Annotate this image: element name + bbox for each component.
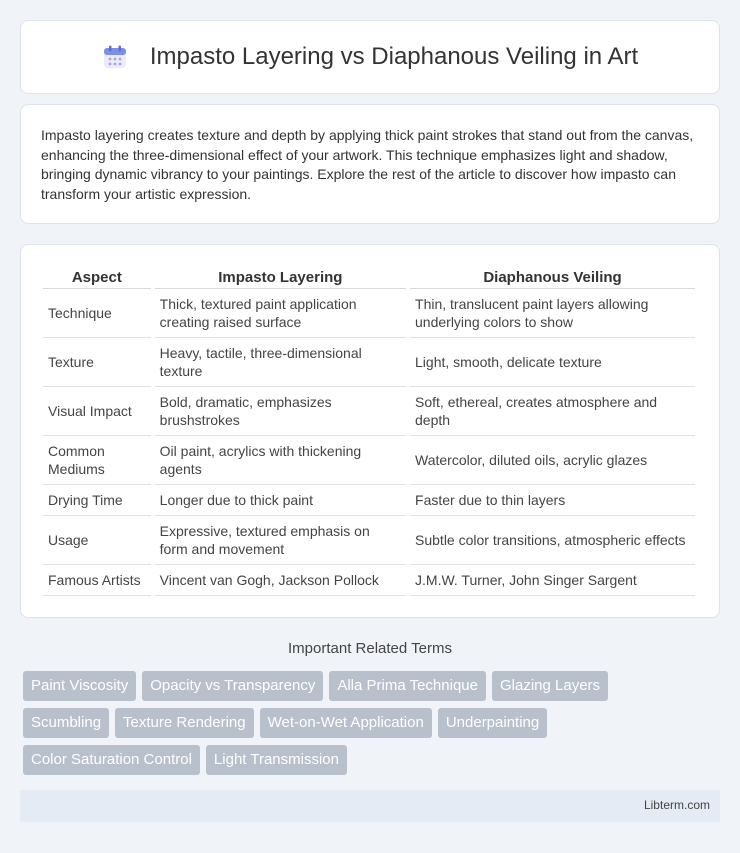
tag-row <box>23 745 723 775</box>
table-cell: Bold, dramatic, emphasizes brushstrokes <box>155 387 406 436</box>
related-term-tag[interactable]: Glazing Layers <box>492 671 608 701</box>
page-title: Impasto Layering vs Diaphanous Veiling in Art <box>149 43 639 70</box>
related-term-tag[interactable]: Color Saturation Control <box>23 745 200 775</box>
table-cell: Common Mediums <box>43 436 151 485</box>
related-term-tag[interactable]: Opacity vs Transparency <box>142 671 323 701</box>
table-cell: Usage <box>43 516 151 565</box>
table-row <box>43 516 695 565</box>
table-cell: Thick, textured paint application creating raised surface <box>155 289 406 338</box>
comparison-table <box>39 263 699 596</box>
table-cell: Oil paint, acrylics with thickening agents <box>155 436 406 485</box>
table-cell: J.M.W. Turner, John Singer Sargent <box>410 565 695 596</box>
related-term-tag[interactable]: Scumbling <box>23 708 109 738</box>
table-cell: Longer due to thick paint <box>155 485 406 516</box>
related-terms-heading: Important Related Terms <box>288 640 452 657</box>
table-row <box>43 387 695 436</box>
table-cell: Visual Impact <box>43 387 151 436</box>
intro-card <box>20 104 720 224</box>
table-cell: Heavy, tactile, three-dimensional texture <box>155 338 406 387</box>
table-cell: Texture <box>43 338 151 387</box>
related-term-tag[interactable]: Wet-on-Wet Application <box>260 708 432 738</box>
table-cell: Watercolor, diluted oils, acrylic glazes <box>410 436 695 485</box>
table-cell: Drying Time <box>43 485 151 516</box>
related-term-tag[interactable]: Light Transmission <box>206 745 347 775</box>
table-cell: Light, smooth, delicate texture <box>410 338 695 387</box>
table-header-row <box>43 263 695 289</box>
table-cell: Expressive, textured emphasis on form and movement <box>155 516 406 565</box>
calendar-icon <box>102 44 128 70</box>
table-cell: Technique <box>43 289 151 338</box>
table-cell: Thin, translucent paint layers allowing underlying colors to show <box>410 289 695 338</box>
column-header: Diaphanous Veiling <box>410 263 695 289</box>
column-header: Impasto Layering <box>155 263 406 289</box>
table-cell: Vincent van Gogh, Jackson Pollock <box>155 565 406 596</box>
table-row <box>43 436 695 485</box>
tag-row <box>23 708 723 738</box>
table-cell: Subtle color transitions, atmospheric effects <box>410 516 695 565</box>
comparison-table-card <box>20 244 720 618</box>
table-row <box>43 485 695 516</box>
related-term-tag[interactable]: Alla Prima Technique <box>329 671 486 701</box>
title-card <box>20 20 720 94</box>
footer-site-link[interactable]: Libterm.com <box>643 798 710 812</box>
column-header: Aspect <box>43 263 151 289</box>
tag-row <box>23 671 723 701</box>
table-row <box>43 289 695 338</box>
related-terms-list <box>23 671 723 782</box>
table-cell: Soft, ethereal, creates atmosphere and depth <box>410 387 695 436</box>
table-row <box>43 565 695 596</box>
related-term-tag[interactable]: Texture Rendering <box>115 708 254 738</box>
table-row <box>43 338 695 387</box>
footer <box>20 790 720 822</box>
related-term-tag[interactable]: Underpainting <box>438 708 547 738</box>
table-cell: Faster due to thin layers <box>410 485 695 516</box>
related-term-tag[interactable]: Paint Viscosity <box>23 671 136 701</box>
table-cell: Famous Artists <box>43 565 151 596</box>
intro-paragraph: Impasto layering creates texture and depth by applying thick paint strokes that stand out from the canvas, enhancing the three-dimensional effect of your artwork. This technique emphasizes light and shadow, bringing dynamic vibrancy to your paintings. Explore the rest of the article to discover how impasto can transform your artistic expression. <box>41 127 694 202</box>
